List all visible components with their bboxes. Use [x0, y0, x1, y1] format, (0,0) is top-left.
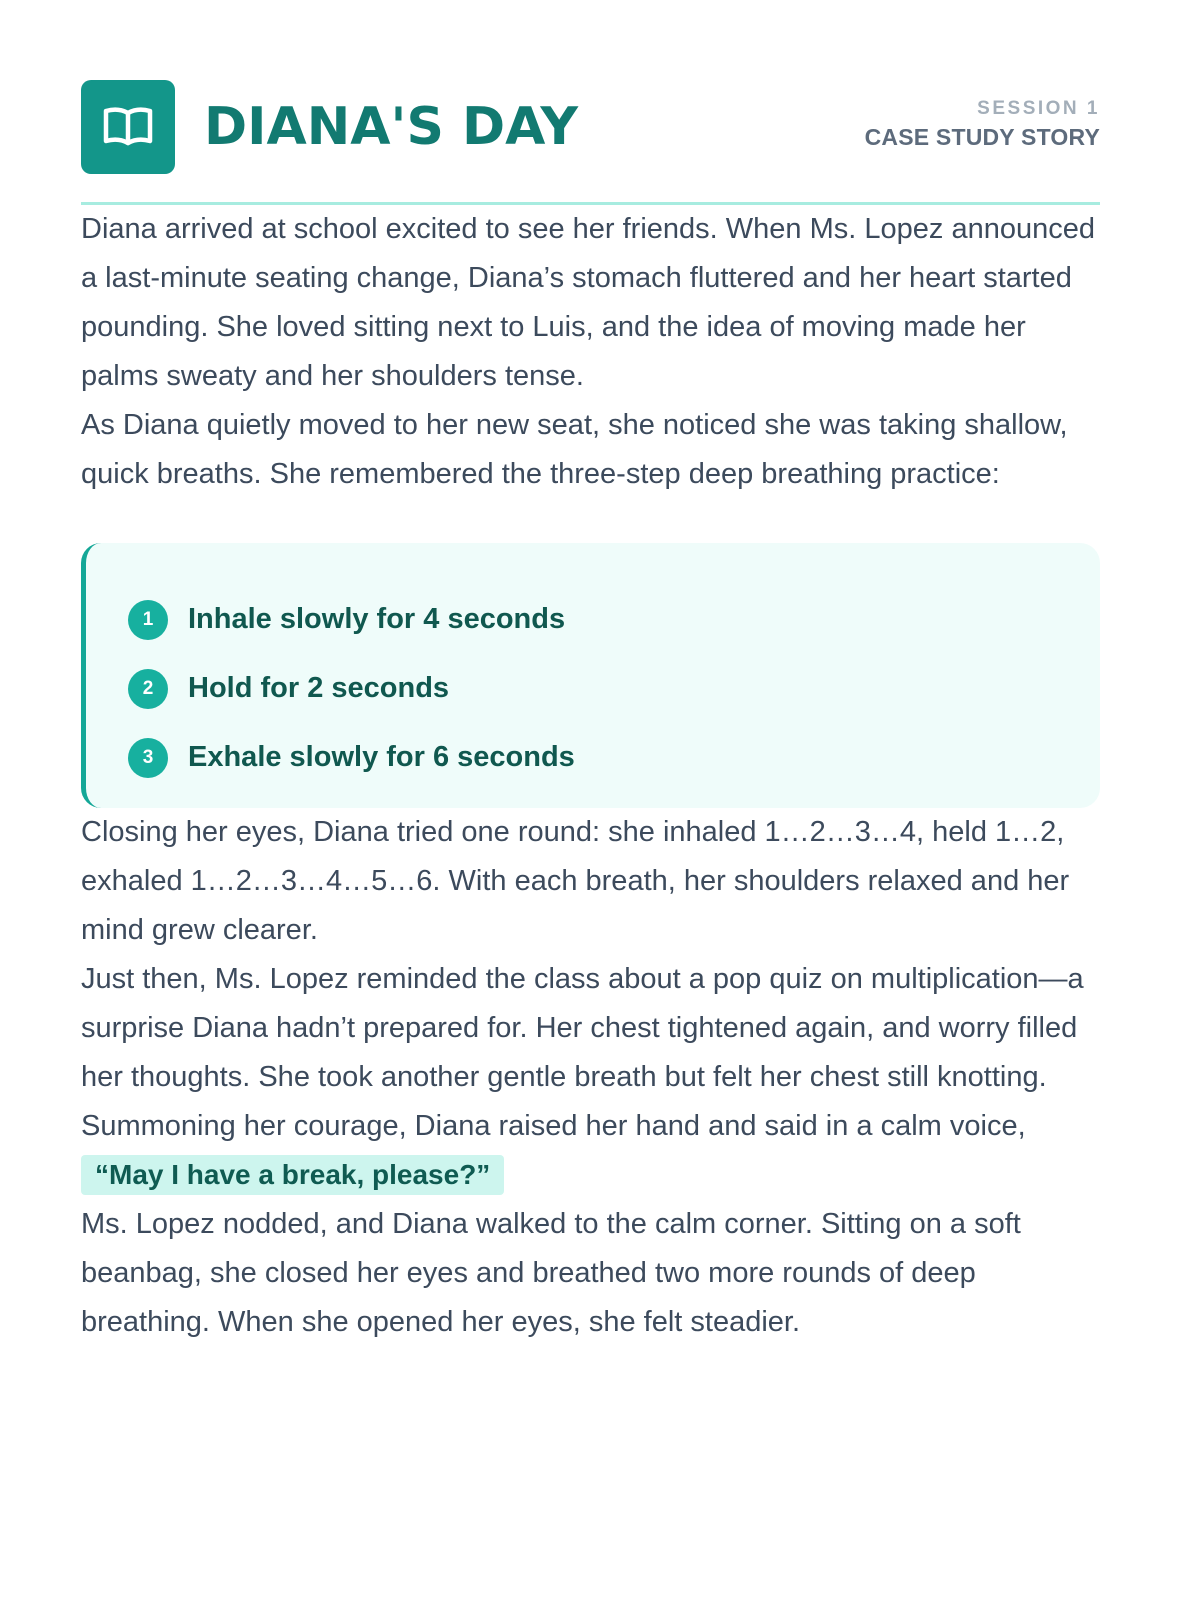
- open-book-icon: [102, 104, 154, 150]
- story-paragraph-4-text: Just then, Ms. Lopez reminded the class about a pop quiz on multiplication—a surprise Diana hadn’t prepared for. Her chest tightened again, and worry filled her thoughts. She took another gentle breath but felt her chest still knotting. Summoning her courage, Diana raised her hand and said in a calm voice,: [81, 963, 1084, 1142]
- breathing-step: [128, 723, 1100, 792]
- session-label: SESSION 1: [977, 97, 1100, 119]
- step-number-badge: 3: [128, 738, 168, 778]
- step-text: Inhale slowly for 4 seconds: [188, 603, 566, 635]
- step-text: Exhale slowly for 6 seconds: [188, 741, 575, 773]
- step-number-badge: 2: [128, 669, 168, 709]
- breathing-step: [128, 654, 1100, 723]
- step-text: Hold for 2 seconds: [188, 672, 450, 704]
- story-paragraph-4: [81, 955, 1100, 1200]
- page-header: [81, 80, 1100, 174]
- header-meta: [865, 98, 1100, 151]
- brand: [81, 80, 578, 174]
- breathing-step: [128, 585, 1100, 654]
- story-paragraph-5: Ms. Lopez nodded, and Diana walked to the calm corner. Sitting on a soft beanbag, she closed her eyes and breathed two more rounds of deep breathing. When she opened her eyes, she felt steadier.: [81, 1208, 1021, 1338]
- logo-tile: [81, 80, 175, 174]
- story-type-label: CASE STUDY STORY: [864, 123, 1100, 150]
- story-paragraph-2: As Diana quietly moved to her new seat, she noticed she was taking shallow, quick breaths. She remembered the three-step deep breathing practice:: [81, 409, 1068, 490]
- breathing-steps-callout: [81, 543, 1100, 808]
- highlighted-quote: “May I have a break, please?”: [81, 1155, 504, 1195]
- story-paragraph-3: Closing her eyes, Diana tried one round: she inhaled 1…2…3…4, held 1…2, exhaled 1…2…3…4…5…6. With each breath, her shoulders relaxed and her mind grew clearer.: [81, 816, 1070, 946]
- story-paragraph-1: Diana arrived at school excited to see her friends. When Ms. Lopez announced a last-minute seating change, Diana’s stomach fluttered and her heart started pounding. She loved sitting next to Luis, and the idea of moving made her palms sweaty and her shoulders tense.: [81, 213, 1095, 392]
- page-title: DIANA'S DAY: [204, 97, 579, 157]
- step-number-badge: 1: [128, 600, 168, 640]
